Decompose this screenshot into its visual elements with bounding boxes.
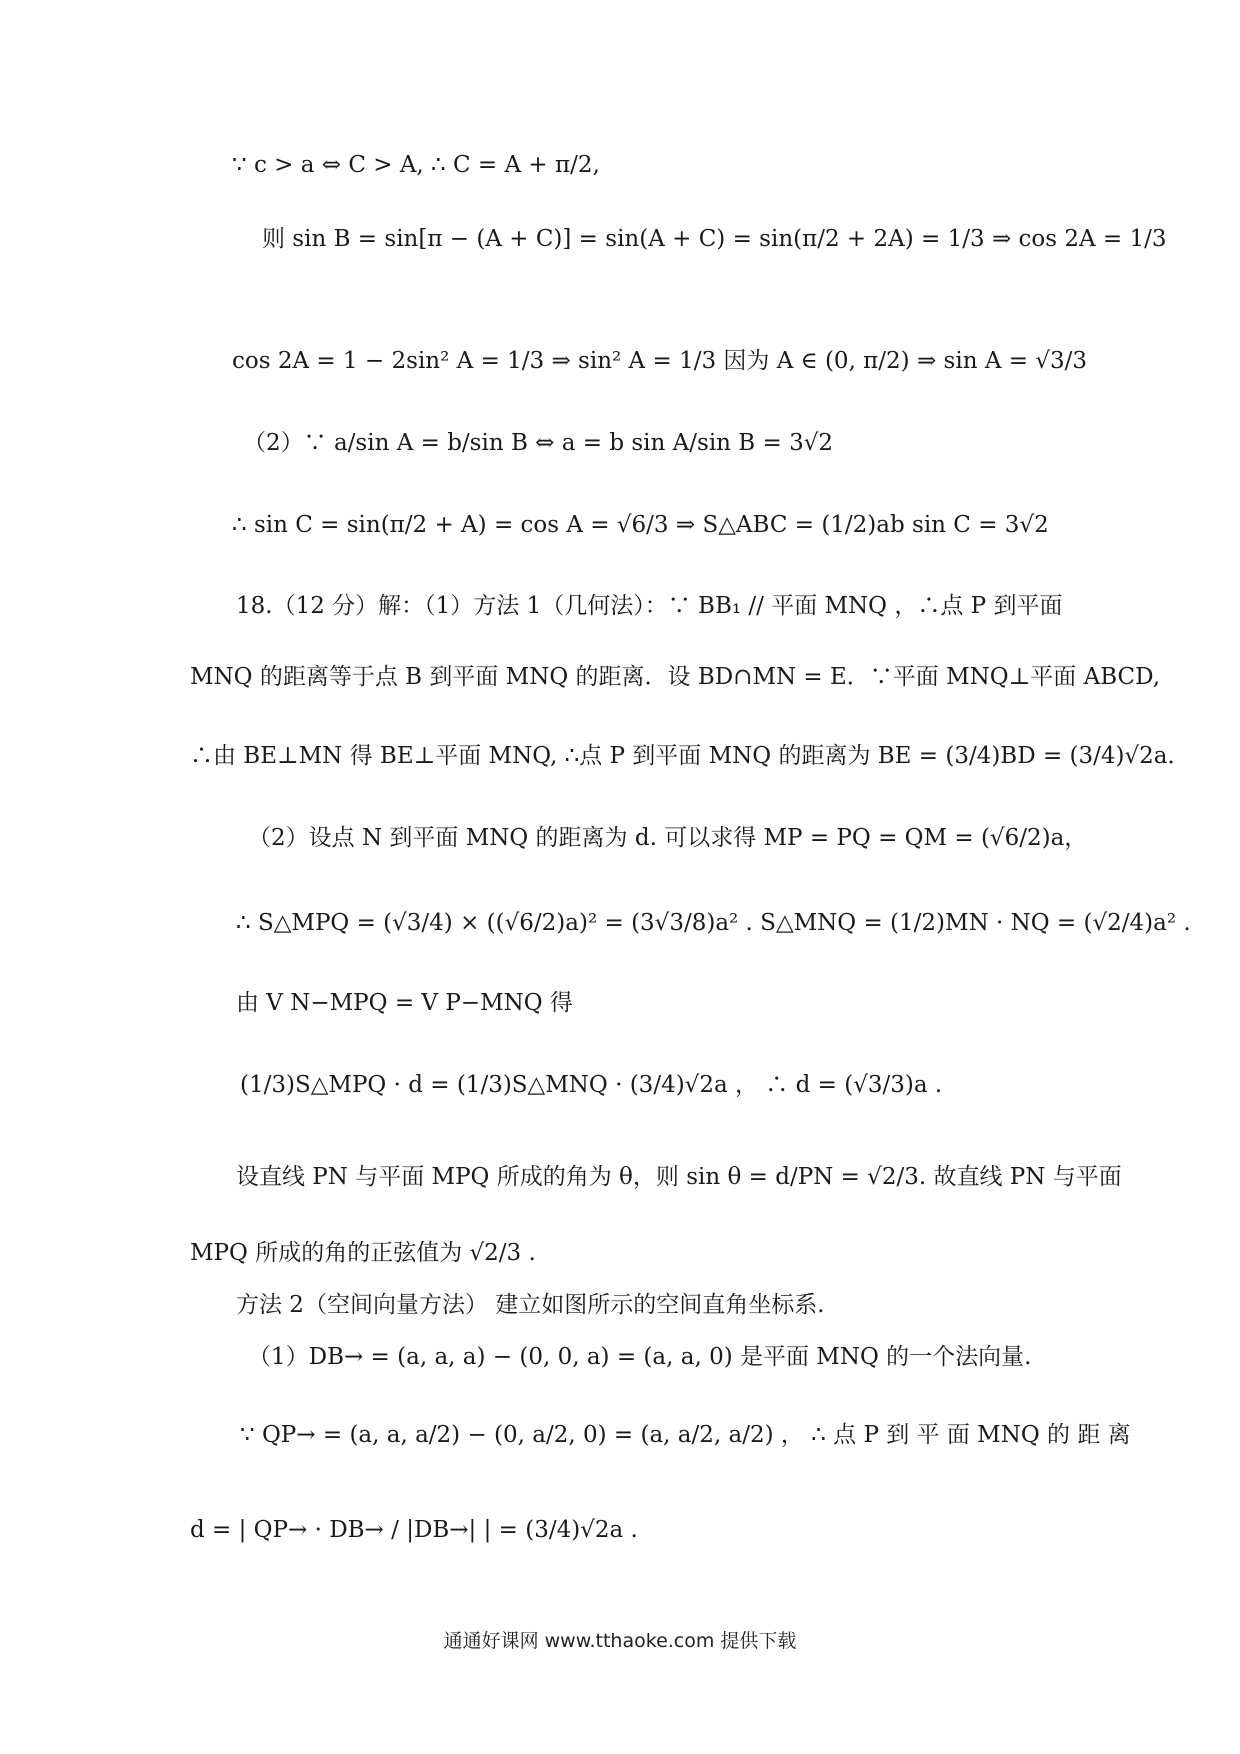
text-line-17: ∵ QP→ = (a, a, a/2) − (0, a/2, 0) = (a, a/2, a/2) ， ∴ 点 P 到 平 面 MNQ 的 距 离 (240, 1422, 1131, 1448)
text-line-13: 设直线 PN 与平面 MPQ 所成的角为 θ，则 sin θ = d/PN = √2/3. 故直线 PN 与平面 (236, 1164, 1122, 1190)
text-line-15: 方法 2（空间向量方法） 建立如图所示的空间直角坐标系. (236, 1292, 825, 1318)
text-line-16: （1）DB→ = (a, a, a) − (0, 0, a) = (a, a, 0) 是平面 MNQ 的一个法向量. (248, 1344, 1032, 1370)
text-line-5: ∴ sin C = sin(π/2 + A) = cos A = √6/3 ⇒ S△ABC = (1/2)ab sin C = 3√2 (232, 512, 1049, 538)
text-line-8: ∴由 BE⊥MN 得 BE⊥平面 MNQ, ∴点 P 到平面 MNQ 的距离为 BE = (3/4)BD = (3/4)√2a． (190, 743, 1191, 769)
text-line-2: 则 sin B = sin[π − (A + C)] = sin(A + C) = sin(π/2 + 2A) = 1/3 ⇒ cos 2A = 1/3 (262, 226, 1167, 252)
text-line-1: ∵ c > a ⇔ C > A, ∴ C = A + π/2, (232, 152, 600, 178)
text-line-3: cos 2A = 1 − 2sin² A = 1/3 ⇒ sin² A = 1/3 因为 A ∈ (0, π/2) ⇒ sin A = √3/3 (232, 348, 1088, 374)
text-line-11: 由 V N−MPQ = V P−MNQ 得 (236, 990, 573, 1016)
text-line-10: ∴ S△MPQ = (√3/4) × ((√6/2)a)² = (3√3/8)a² . S△MNQ = (1/2)MN · NQ = (√2/4)a² . (236, 910, 1191, 936)
text-line-14: MPQ 所成的角的正弦值为 √2/3 . (190, 1240, 536, 1266)
text-line-18: d = | QP→ · DB→ / |DB→| | = (3/4)√2a . (190, 1517, 638, 1543)
text-line-12: (1/3)S△MPQ · d = (1/3)S△MNQ · (3/4)√2a ， ∴ d = (√3/3)a . (240, 1072, 943, 1098)
text-line-9: （2）设点 N 到平面 MNQ 的距离为 d. 可以求得 MP = PQ = QM = (√6/2)a， (248, 825, 1088, 851)
text-line-7: MNQ 的距离等于点 B 到平面 MNQ 的距离．设 BD∩MN = E．∵平面 MNQ⊥平面 ABCD, (190, 664, 1161, 690)
footer-text: 通通好课网 www.tthaoke.com 提供下载 (443, 1630, 797, 1652)
text-line-4: （2）∵ a/sin A = b/sin B ⇔ a = b sin A/sin B = 3√2 (243, 430, 834, 456)
text-line-6: 18.（12 分）解：（1）方法 1（几何法）：∵ BB₁ // 平面 MNQ ，∴点 P 到平面 (236, 593, 1063, 619)
